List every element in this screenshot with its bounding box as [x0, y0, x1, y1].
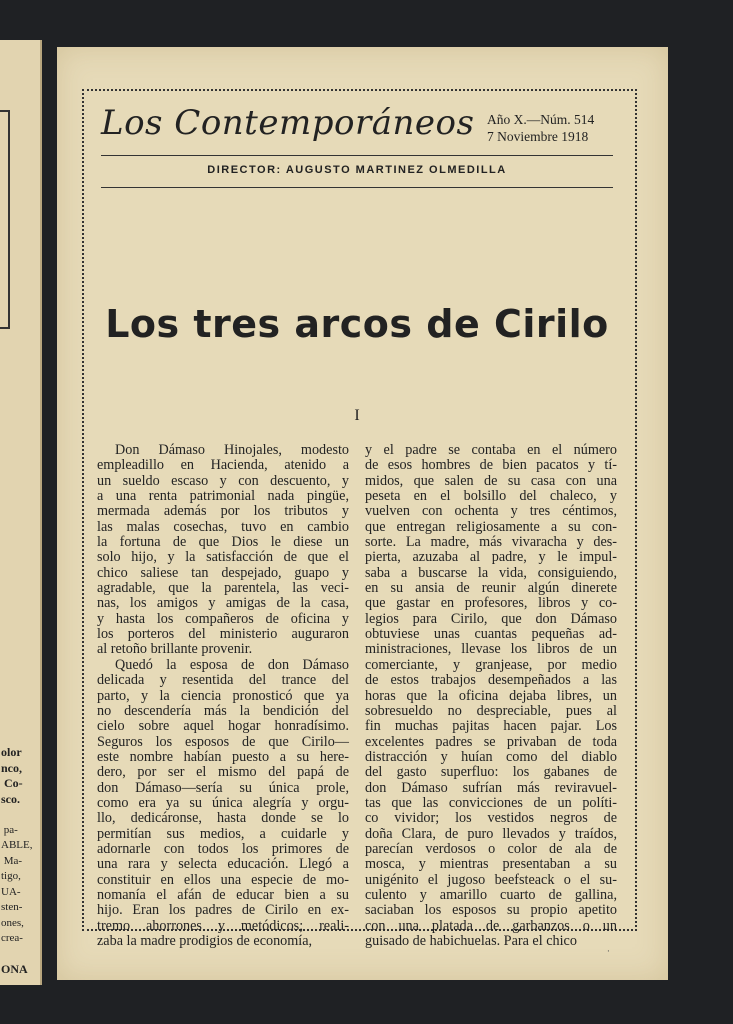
issue-info — [487, 111, 622, 145]
text-line: en su ansia de reunir algún dinerete — [365, 580, 617, 597]
left-page-fragment: crea- — [1, 932, 23, 944]
text-line: don Dámaso sufrían más reviravuel- — [365, 779, 617, 796]
left-page-fragment: nco, — [1, 760, 22, 775]
text-line: obtuviese unas cuantas pequeñas ad- — [365, 626, 617, 643]
left-page-fragment: ABLE, — [1, 839, 33, 851]
left-page-fragment: ones, — [1, 916, 24, 929]
text-line: unigénito el jugoso beefsteack o el su- — [365, 871, 617, 888]
text-line: tremo ahorrones y metódicos; reali- — [97, 917, 349, 934]
text-line: al retoño brillante provenir. — [97, 641, 253, 658]
text-line: tas que las convicciones de un políti- — [365, 794, 617, 811]
text-line: legios para Cirilo, que don Dámaso — [365, 610, 617, 627]
left-page-fragment: Co- — [1, 776, 23, 790]
text-line: cielo sobre aquel hogar honradísimo. — [97, 718, 349, 735]
text-line: parto, y la ciencia pronosticó que ya — [97, 687, 349, 704]
text-line: comerciante, y granjease, por medio — [365, 656, 617, 673]
text-line: excelentes padres se privaban de toda — [365, 733, 617, 750]
text-line: constituir en ellos una especie de mo- — [97, 871, 349, 888]
text-line: chico saliese tan despejado, guapo y — [97, 564, 349, 581]
text-line: no descendería más la bendición del — [97, 702, 349, 719]
magazine-title: Los Contemporáneos — [101, 103, 475, 143]
left-page-fragment: tigo, — [1, 870, 21, 882]
text-line: que gastar en profesores, libros y co- — [365, 595, 617, 612]
text-line: permitían sus medios, a cuidarle y — [97, 825, 349, 842]
text-line: la fortuna de que Dios le diese un — [97, 534, 349, 551]
text-line: del gasto superfluo: los gabanes de — [365, 764, 617, 781]
text-line: culento y amarillo cuarto de gallina, — [365, 886, 617, 903]
text-line: agradable, que la parentela, las veci- — [97, 580, 349, 597]
text-line: los porteros del ministerio auguraron — [97, 626, 349, 643]
text-line: dero, por ser el mismo del papá de — [97, 764, 349, 781]
section-number: I — [354, 407, 360, 424]
text-line: hijo. Eran los padres de Cirilo en ex- — [97, 902, 349, 919]
text-line: parecían verdosos o color de ala de — [365, 840, 617, 857]
text-line: nomanía el afán de educar bien a su — [97, 886, 349, 903]
issue-number: Año X.—Núm. 514 — [487, 112, 595, 127]
text-line: mosca, y mientras presentaban a su — [365, 856, 617, 873]
text-line: de esos hombres de bien pacatos y tí- — [365, 457, 617, 474]
text-line: de estos trabajos desempeñados a las — [365, 672, 617, 689]
text-line: nas, los amigos y amigas de la casa, — [97, 595, 349, 612]
text-line: co vividor; los vestidos negros de — [365, 810, 617, 827]
magazine-page — [57, 47, 668, 980]
text-line: a una renta patrimonial nada pingüe, — [97, 488, 349, 505]
article-column-1 — [97, 443, 349, 949]
text-line: este nombre habían puesto a su here- — [97, 748, 349, 765]
text-line: llo, dedicáronse, hasta donde se lo — [97, 810, 349, 827]
text-line: saciaban los esposos su propio apetito — [365, 902, 617, 919]
text-line: sobresueldo no despreciable, pues al — [365, 702, 617, 719]
issue-date: 7 Noviembre 1918 — [487, 129, 589, 144]
text-line: solo hijo, y la satisfacción de que el — [97, 549, 349, 566]
text-line: don Dámaso—sería su única prole, — [97, 779, 349, 796]
left-page-fragment: olor — [1, 745, 22, 759]
text-line: Don Dámaso Hinojales, modesto — [115, 442, 349, 458]
text-line: sorte. La madre, más vivaracha y des- — [365, 534, 617, 551]
text-line: peseta en el bolsillo del chaleco, y — [365, 488, 617, 505]
text-line: y hasta los compañeros de oficina y — [97, 610, 349, 627]
text-line: saba a buscarse la vida, consiguiendo, — [365, 564, 617, 581]
text-line: mermada además por los tributos y — [97, 503, 349, 520]
left-page-fragment: sco. — [1, 791, 20, 806]
text-line: empleadillo en Hacienda, atenido a — [97, 457, 349, 474]
text-line: distracción y huían como del diablo — [365, 748, 617, 765]
header-rule-bottom — [101, 187, 613, 188]
left-page-frame — [0, 110, 10, 329]
text-line: doña Clara, de puro llevados y traídos, — [365, 825, 617, 842]
text-line: como era ya su única alegría y orgu- — [97, 794, 349, 811]
article-column-2 — [365, 443, 617, 949]
left-page-fragment: UA- — [1, 885, 21, 898]
text-line: y el padre se contaba en el número — [365, 442, 617, 458]
ink-speck: · — [607, 947, 610, 957]
text-line: midos, que salen de su casa con una — [365, 472, 617, 489]
article-title: Los tres arcos de Cirilo — [105, 302, 609, 346]
text-line: zaba la madre prodigios de economía, — [97, 933, 313, 949]
text-line: vuelven con ochenta y tres céntimos, — [365, 503, 617, 520]
text-line: fin muchas pajitas hacen pajar. Los — [365, 718, 617, 735]
text-line: pierta, azuzaba al padre, y le impul- — [365, 549, 617, 566]
left-page-fragment: Ma- — [1, 854, 23, 867]
text-line: horas que la oficina dejaba libres, un — [365, 687, 617, 704]
text-line: ministraciones, llevase los libros de un — [365, 641, 617, 658]
text-line: un sueldo escaso y con descuento, y — [97, 472, 349, 489]
left-page-edge — [0, 40, 42, 985]
left-page-fragment: sten- — [1, 901, 23, 913]
left-page-fragment: pa- — [1, 823, 18, 836]
text-line: delicada y resentida del trance del — [97, 672, 349, 689]
text-line: una rara y selecta educación. Llegó a — [97, 856, 349, 873]
text-line: las malas cosechas, tuvo en cambio — [97, 518, 349, 535]
text-line: que entregan religiosamente a su con- — [365, 518, 617, 535]
left-page-fragment: ONA — [1, 962, 28, 976]
text-line: con una platada de garbanzos o un — [365, 917, 617, 934]
director-line: DIRECTOR: AUGUSTO MARTINEZ OLMEDILLA — [207, 164, 507, 176]
text-line: adornarle con todos los primores de — [97, 840, 349, 857]
text-line: Seguros los esposos de que Cirilo— — [97, 733, 349, 750]
text-line: Quedó la esposa de don Dámaso — [115, 656, 349, 673]
header-rule-top — [101, 155, 613, 156]
text-line: guisado de habichuelas. Para el chico — [365, 933, 577, 949]
